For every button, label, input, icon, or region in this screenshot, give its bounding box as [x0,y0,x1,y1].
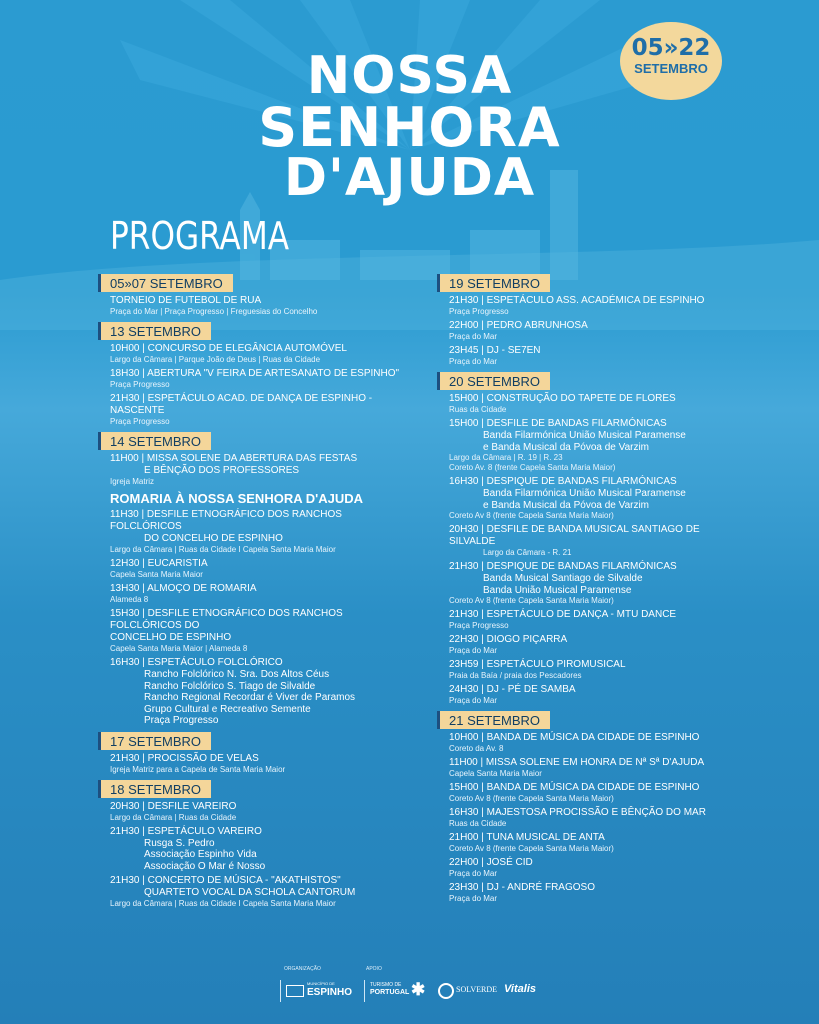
day-header: 14 SETEMBRO [98,432,211,450]
event-title: 21H30 | ESPETÁCULO DE DANÇA - MTU DANCE [449,609,677,620]
event-location: Coreto Av 8 (frente Capela Santa Maria Maior) [449,511,614,520]
turismo-logo-small: TURISMO DE [370,982,402,988]
event-title: 24H30 | DJ - PÉ DE SAMBA [449,684,576,695]
event [110,393,408,427]
event-title: 15H00 | DESFILE DE BANDAS FILARMÓNICAS [449,418,667,429]
event [449,684,747,706]
event-title: 23H30 | DJ - ANDRÉ FRAGOSO [449,882,595,893]
event-location: Praça do Mar [449,869,498,878]
event-location: Capela Santa Maria Maior | Alameda 8 [110,644,248,653]
event-performer: Associação O Mar é Nosso [144,860,266,872]
event-location: Igreja Matriz para a Capela de Santa Maria Maior [110,764,286,774]
event-location: Largo da Câmara | Ruas da Cidade I Capela Santa Maria Maior [110,899,336,908]
title-line-1: NOSSA [306,46,513,106]
event [449,857,747,879]
event [110,453,408,487]
event-title-continued: DO CONCELHO DE ESPINHO [144,533,283,544]
municipio-logo-text: ESPINHO [307,987,353,998]
event-location: Praça do Mar [449,357,498,366]
event-location: Praça Progresso [110,417,170,426]
event-title: TORNEIO DE FUTEBOL DE RUA [110,295,262,306]
event [110,657,408,727]
event-title-continued: CONCELHO DE ESPINHO [110,632,232,643]
event-title: 20H30 | DESFILE DE BANDA MUSICAL SANTIAGO DE SILVALDE [449,524,700,547]
event-location: Coreto Av. 8 (frente Capela Santa Maria Maior) [449,463,616,472]
program-right-column [437,272,747,907]
event [110,875,408,909]
municipio-logo-icon [286,985,304,997]
event-location: Igreja Matriz [110,477,155,486]
event-performer: Banda Filarmónica União Musical Paramense [483,488,686,499]
event-location: Praça Progresso [449,621,509,630]
organizacao-label: ORGANIZAÇÃO [284,966,321,972]
event-location: Largo da Câmara - R. 21 [483,548,572,557]
event [110,368,408,390]
event-performer: Rancho Folclórico N. Sra. Dos Altos Céus [144,669,330,680]
date-badge [620,22,722,100]
solverde-logo-icon [438,983,454,999]
event [449,418,747,473]
event-performer: Rusga S. Pedro [144,837,215,849]
event-location: Largo da Câmara | Ruas da Cidade I Capela Santa Maria Maior [110,545,336,554]
sponsor-footer [270,966,560,1006]
event-title: 18H30 | ABERTURA "V FEIRA DE ARTESANATO DE ESPINHO" [110,368,400,379]
event-location: Alameda 8 [110,595,149,604]
event-location: Largo da Câmara | Ruas da Cidade [110,812,237,822]
event-performer: Grupo Cultural e Recreativo Semente [144,703,311,715]
event-title: 11H30 | DESFILE ETNOGRÁFICO DOS RANCHOS FOLCLÓRICOS [110,509,342,532]
day-header: 19 SETEMBRO [437,274,550,292]
event [110,753,408,775]
event-title-continued: QUARTETO VOCAL DA SCHOLA CANTORUM [144,887,356,898]
event-performer: Banda União Musical Paramense [483,584,632,596]
day-header: 05»07 SETEMBRO [98,274,233,292]
event [449,393,747,415]
event-location: Praça do Mar | Praça Progresso | Freguesias do Concelho [110,307,318,316]
event [449,732,747,754]
program-left-column [98,272,408,912]
event-location: Largo da Câmara | Parque João de Deus | Ruas da Cidade [110,355,321,364]
event-title: 21H30 | ESPETÁCULO ACAD. DE DANÇA DE ESPINHO - NASCENTE [110,393,373,416]
event [110,826,408,873]
event-performer: Banda Filarmónica União Musical Paramense [483,430,686,441]
day-header: 13 SETEMBRO [98,322,211,340]
event [449,524,747,558]
event-title: 15H00 | CONSTRUÇÃO DO TAPETE DE FLORES [449,393,676,404]
event-title: 20H30 | DESFILE VAREIRO [110,800,237,812]
event-location: Capela Santa Maria Maior [449,769,542,778]
event-location: Praça Progresso [144,715,219,726]
event-performer: Rancho Regional Recordar é Viver de Paramos [144,692,356,703]
date-range: 05»22 [631,35,711,61]
event-title: 10H00 | CONCURSO DE ELEGÂNCIA AUTOMÓVEL [110,343,347,354]
solverde-logo-text: SOLVERDE [456,985,498,994]
event [449,782,747,804]
event-location: Praça do Mar [449,332,498,341]
event-location: Praça Progresso [449,307,509,316]
event-location: Praça do Mar [449,646,498,655]
event [449,832,747,854]
event-location: Coreto Av 8 (frente Capela Santa Maria Maior) [449,844,614,853]
event-location: Ruas da Cidade [449,819,507,828]
event [449,609,747,631]
event-location: Ruas da Cidade [449,405,507,414]
event-title: 11H00 | MISSA SOLENE DA ABERTURA DAS FESTAS [110,453,358,464]
vitalis-logo: Vitalis [504,983,536,995]
event [449,476,747,521]
event-location: Coreto da Av. 8 [449,744,504,753]
apoio-label: APOIO [366,966,382,972]
event-title: 16H30 | MAJESTOSA PROCISSÃO E BÊNÇÃO DO MAR [449,807,706,818]
event-title: 21H30 | CONCERTO DE MÚSICA - "AKATHISTOS" [110,875,341,886]
turismo-logo-text: PORTUGAL [370,989,410,996]
event-location: Coreto Av 8 (frente Capela Santa Maria Maior) [449,794,614,803]
event [449,634,747,656]
title-line-2: SENHORA [258,96,561,159]
event [110,343,408,365]
sports-figure-logo-icon: ✱ [411,980,426,999]
event [449,345,747,367]
date-month: SETEMBRO [634,61,708,76]
event [110,509,408,555]
title-line-3: D'AJUDA [283,148,536,208]
municipio-logo-small: MUNICÍPIO DE [307,981,335,986]
event-location: Praça do Mar [449,696,498,705]
event-title: 21H30 | ESPETÁCULO VAREIRO [110,825,262,837]
event-performer: Banda Musical Santiago de Silvalde [483,573,643,584]
event [110,583,408,605]
event [449,320,747,342]
event [110,295,408,317]
event [449,295,747,317]
event [110,558,408,580]
event-performer: e Banda Musical da Póvoa de Varzim [483,499,650,511]
event [449,757,747,779]
event-title: 16H30 | ESPETÁCULO FOLCLÓRICO [110,657,283,668]
event-title: 22H30 | DIOGO PIÇARRA [449,634,568,645]
event-title: 16H30 | DESPIQUE DE BANDAS FILARMÓNICAS [449,476,677,487]
event-title: 11H00 | MISSA SOLENE EM HONRA DE Nª Sª D'AJUDA [449,757,705,768]
event [449,807,747,829]
event-performer: e Banda Musical da Póvoa de Varzim [483,441,650,453]
event [110,608,408,654]
event-location: Praça Progresso [110,380,170,389]
municipio-espinho-logo [280,980,359,1002]
event-title: 10H00 | BANDA DE MÚSICA DA CIDADE DE ESPINHO [449,732,700,743]
event-performer: Rancho Folclórico S. Tiago de Silvalde [144,680,316,692]
event [449,659,747,681]
day-header: 21 SETEMBRO [437,711,550,729]
event-title: 21H00 | TUNA MUSICAL DE ANTA [449,832,605,843]
event-title: 22H00 | JOSÉ CID [449,857,533,868]
romaria-heading: ROMARIA À NOSSA SENHORA D'AJUDA [110,491,363,506]
event-title: 15H30 | DESFILE ETNOGRÁFICO DOS RANCHOS FOLCLÓRICOS DO [110,608,343,631]
event [449,882,747,904]
event-performer: Associação Espinho Vida [144,849,257,860]
event-title: 23H59 | ESPETÁCULO PIROMUSICAL [449,659,626,670]
event-title: 22H00 | PEDRO ABRUNHOSA [449,320,588,331]
day-header: 17 SETEMBRO [98,732,211,750]
solverde-logo [436,980,504,1002]
event-location: Capela Santa Maria Maior [110,570,203,579]
event-location: Praia da Baía / praia dos Pescadores [449,671,582,680]
event [449,561,747,606]
event-title: 15H00 | BANDA DE MÚSICA DA CIDADE DE ESPINHO [449,782,700,793]
event-location: Coreto Av 8 (frente Capela Santa Maria Maior) [449,596,614,605]
event-title: 21H30 | DESPIQUE DE BANDAS FILARMÓNICAS [449,561,677,572]
day-header: 18 SETEMBRO [98,780,211,798]
programa-heading: PROGRAMA [110,214,290,258]
day-header: 20 SETEMBRO [437,372,550,390]
event-title: 13H30 | ALMOÇO DE ROMARIA [110,583,257,594]
event-title: 21H30 | ESPETÁCULO ASS. ACADÉMICA DE ESPINHO [449,295,705,306]
event-title: 21H30 | PROCISSÃO DE VELAS [110,752,259,764]
event [110,801,408,823]
turismo-portugal-logo [364,980,433,1002]
event-title: 12H30 | EUCARISTIA [110,558,208,569]
event-location: Praça do Mar [449,894,498,903]
event-title-continued: E BÊNÇÃO DOS PROFESSORES [144,465,300,476]
event-title: 23H45 | DJ - SE7EN [449,345,541,356]
event-location: Largo da Câmara | R. 19 | R. 23 [449,453,563,462]
